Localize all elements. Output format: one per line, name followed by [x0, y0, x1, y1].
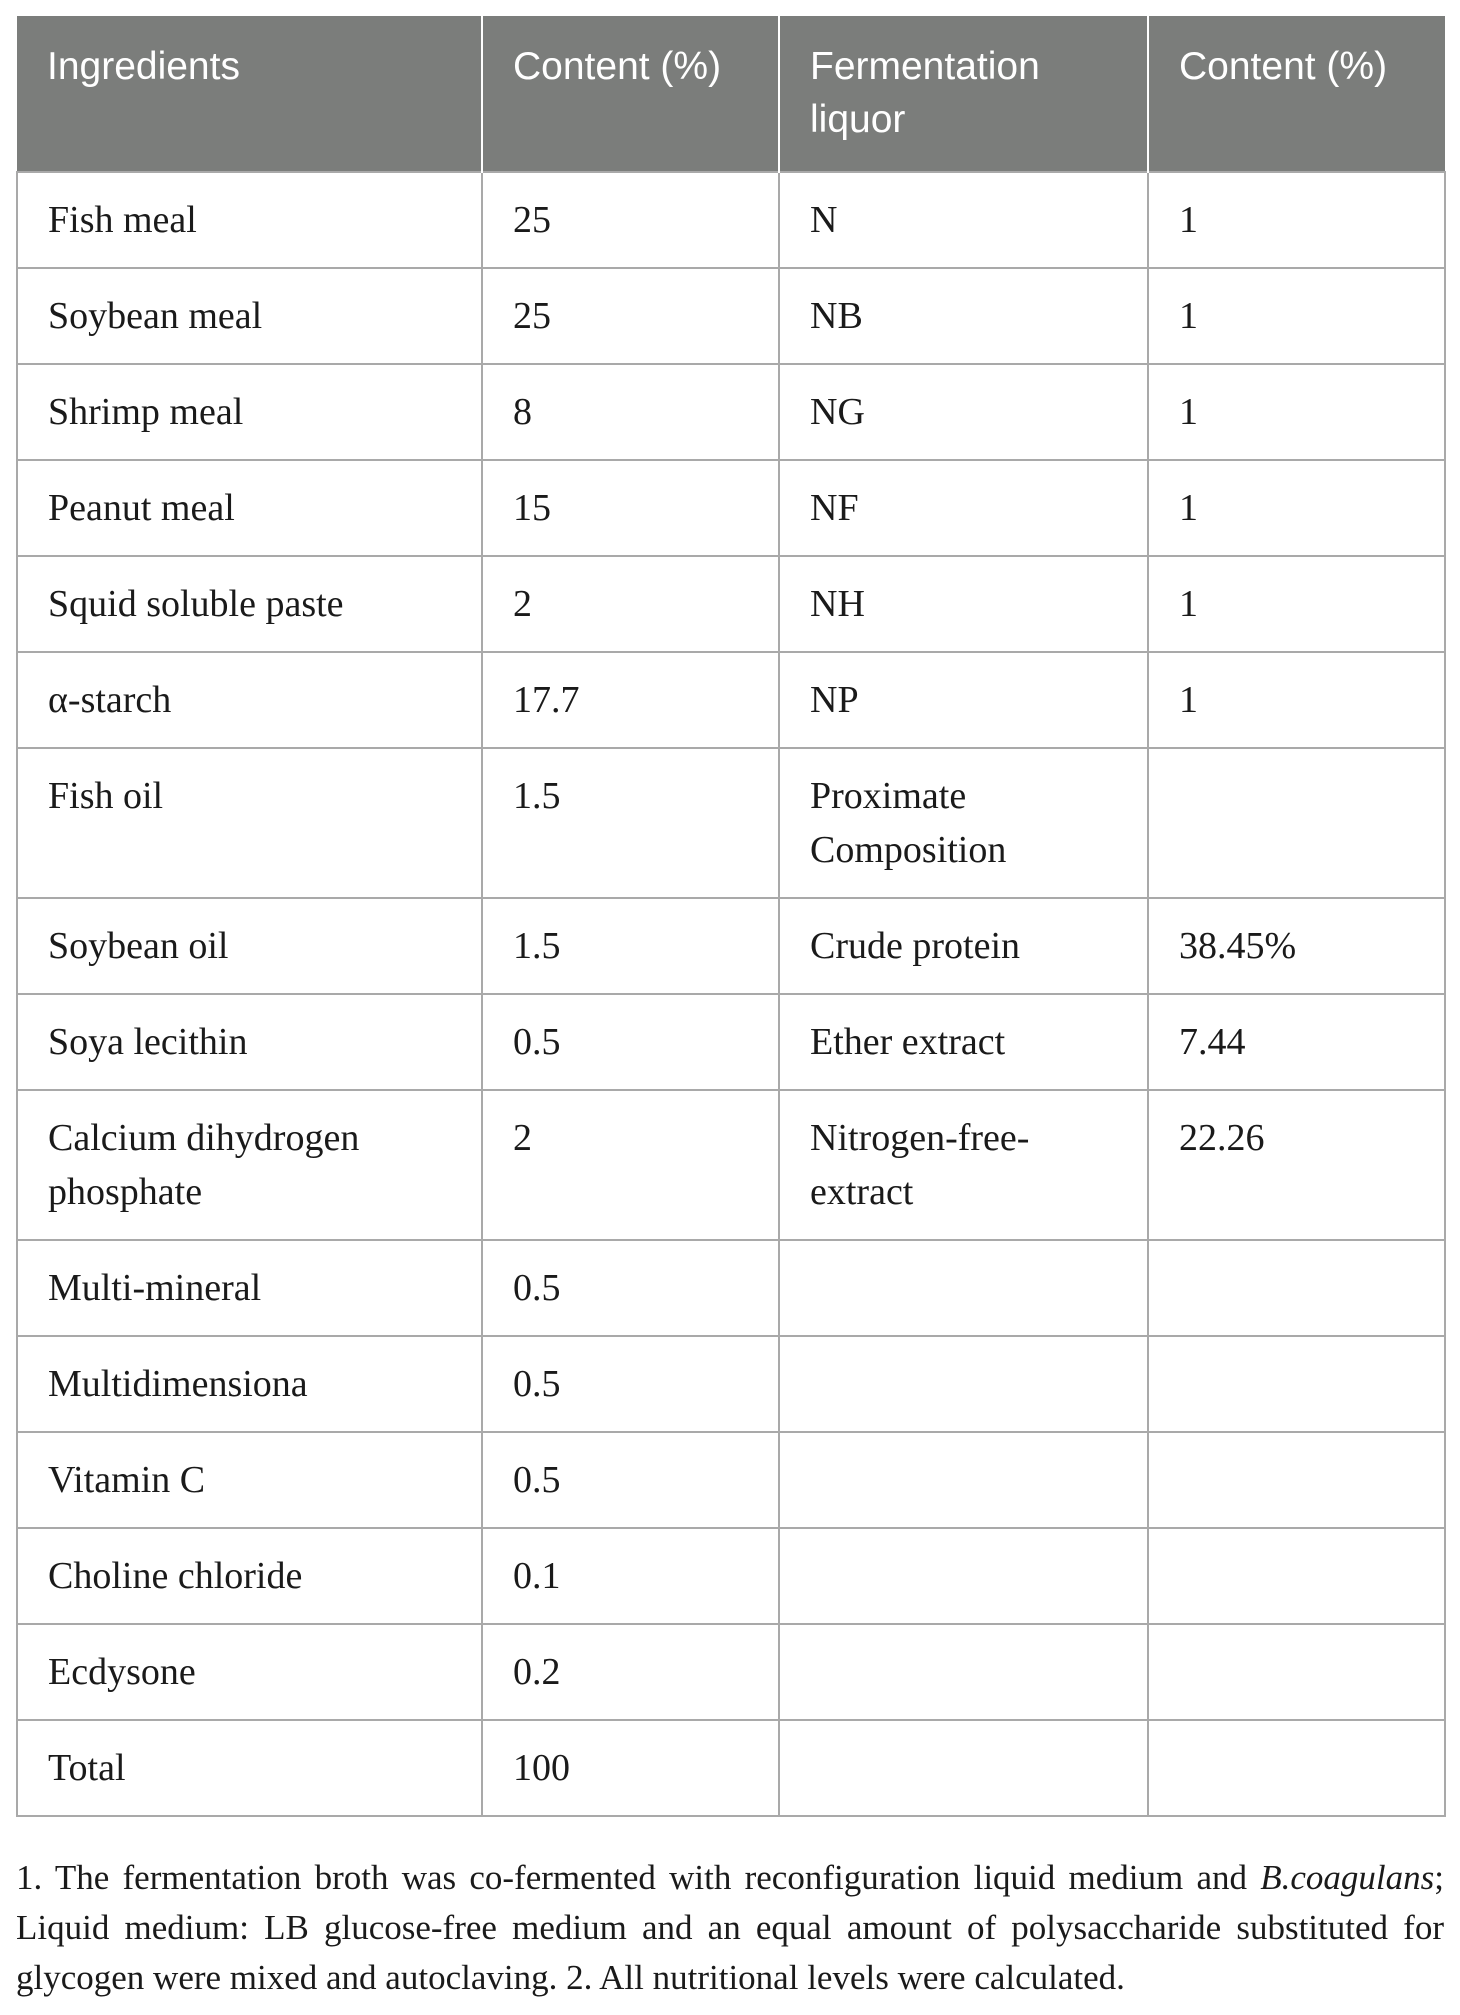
- cell-fermentation: N: [779, 172, 1148, 268]
- cell-content-2: [1148, 1336, 1445, 1432]
- cell-content: 15: [482, 460, 779, 556]
- cell-fermentation: [779, 1240, 1148, 1336]
- cell-fermentation: NF: [779, 460, 1148, 556]
- cell-content: 25: [482, 268, 779, 364]
- cell-ingredient: Choline chloride: [17, 1528, 482, 1624]
- table-row: [17, 460, 1445, 556]
- cell-fermentation: Nitrogen-free-extract: [779, 1090, 1148, 1240]
- table-body: [17, 172, 1445, 1816]
- cell-ingredient: Total: [17, 1720, 482, 1816]
- table-row: [17, 364, 1445, 460]
- table-container: [16, 16, 1444, 1817]
- cell-content: 0.2: [482, 1624, 779, 1720]
- header-row: [17, 16, 1445, 172]
- cell-content-2: 7.44: [1148, 994, 1445, 1090]
- cell-content-2: 1: [1148, 556, 1445, 652]
- cell-content: 8: [482, 364, 779, 460]
- cell-fermentation: [779, 1624, 1148, 1720]
- cell-fermentation: [779, 1336, 1148, 1432]
- cell-fermentation: Ether extract: [779, 994, 1148, 1090]
- cell-ingredient: Shrimp meal: [17, 364, 482, 460]
- cell-ingredient: Squid soluble paste: [17, 556, 482, 652]
- cell-ingredient: Soybean meal: [17, 268, 482, 364]
- table-row: [17, 556, 1445, 652]
- cell-content: 0.5: [482, 1432, 779, 1528]
- table-row: [17, 994, 1445, 1090]
- header-content-2: Content (%): [1148, 16, 1445, 172]
- table-row: [17, 1090, 1445, 1240]
- cell-content-2: [1148, 1240, 1445, 1336]
- cell-fermentation: [779, 1720, 1148, 1816]
- cell-content-2: [1148, 1720, 1445, 1816]
- table-row: [17, 1528, 1445, 1624]
- cell-content: 100: [482, 1720, 779, 1816]
- table-row: [17, 1240, 1445, 1336]
- cell-content: 1.5: [482, 898, 779, 994]
- cell-content: 25: [482, 172, 779, 268]
- table-header: [17, 16, 1445, 172]
- ingredients-table: [16, 16, 1446, 1817]
- cell-content-2: [1148, 1528, 1445, 1624]
- cell-content-2: [1148, 1432, 1445, 1528]
- table-row: [17, 172, 1445, 268]
- footnote-part-1: 1. The fermentation broth was co-fermented with reconfiguration liquid medium and: [16, 1858, 1261, 1897]
- cell-fermentation: [779, 1528, 1148, 1624]
- cell-ingredient: Multi-mineral: [17, 1240, 482, 1336]
- cell-content: 1.5: [482, 748, 779, 898]
- cell-content: 0.5: [482, 1240, 779, 1336]
- cell-ingredient: Peanut meal: [17, 460, 482, 556]
- cell-content: 0.1: [482, 1528, 779, 1624]
- cell-fermentation: NG: [779, 364, 1148, 460]
- cell-ingredient: Soybean oil: [17, 898, 482, 994]
- table-row: [17, 1336, 1445, 1432]
- table-row: [17, 652, 1445, 748]
- cell-content-2: 1: [1148, 460, 1445, 556]
- cell-content-2: 22.26: [1148, 1090, 1445, 1240]
- cell-content: 0.5: [482, 994, 779, 1090]
- table-row: [17, 1720, 1445, 1816]
- header-content-1: Content (%): [482, 16, 779, 172]
- cell-content-2: 1: [1148, 652, 1445, 748]
- cell-ingredient: Fish oil: [17, 748, 482, 898]
- cell-ingredient: Vitamin C: [17, 1432, 482, 1528]
- table-row: [17, 1624, 1445, 1720]
- header-ingredients: Ingredients: [17, 16, 482, 172]
- cell-content-2: [1148, 748, 1445, 898]
- footnote-part-2: ; Liquid medium: LB glucose-free medium and an equal amount of polysaccharide substituted for glycogen were mixed and autoclaving. 2. All nutritional levels were calculated.: [16, 1858, 1444, 1997]
- cell-fermentation: NP: [779, 652, 1148, 748]
- cell-content-2: 1: [1148, 364, 1445, 460]
- cell-ingredient: α-starch: [17, 652, 482, 748]
- cell-ingredient: Ecdysone: [17, 1624, 482, 1720]
- footnote-species: B.coagulans: [1260, 1858, 1435, 1897]
- cell-fermentation: NH: [779, 556, 1148, 652]
- cell-fermentation: Crude protein: [779, 898, 1148, 994]
- cell-ingredient: Fish meal: [17, 172, 482, 268]
- cell-content-2: [1148, 1624, 1445, 1720]
- header-fermentation-liquor: Fermentation liquor: [779, 16, 1148, 172]
- cell-fermentation: Proximate Composition: [779, 748, 1148, 898]
- cell-content: 2: [482, 1090, 779, 1240]
- cell-content: 17.7: [482, 652, 779, 748]
- table-row: [17, 1432, 1445, 1528]
- cell-fermentation: NB: [779, 268, 1148, 364]
- cell-fermentation: [779, 1432, 1148, 1528]
- cell-ingredient: Calcium dihydrogen phosphate: [17, 1090, 482, 1240]
- cell-content-2: 1: [1148, 268, 1445, 364]
- table-footnote: [16, 1853, 1444, 2003]
- table-row: [17, 268, 1445, 364]
- table-row: [17, 748, 1445, 898]
- cell-content: 0.5: [482, 1336, 779, 1432]
- cell-ingredient: Multidimensiona: [17, 1336, 482, 1432]
- table-row: [17, 898, 1445, 994]
- cell-content-2: 38.45%: [1148, 898, 1445, 994]
- cell-content: 2: [482, 556, 779, 652]
- cell-ingredient: Soya lecithin: [17, 994, 482, 1090]
- cell-content-2: 1: [1148, 172, 1445, 268]
